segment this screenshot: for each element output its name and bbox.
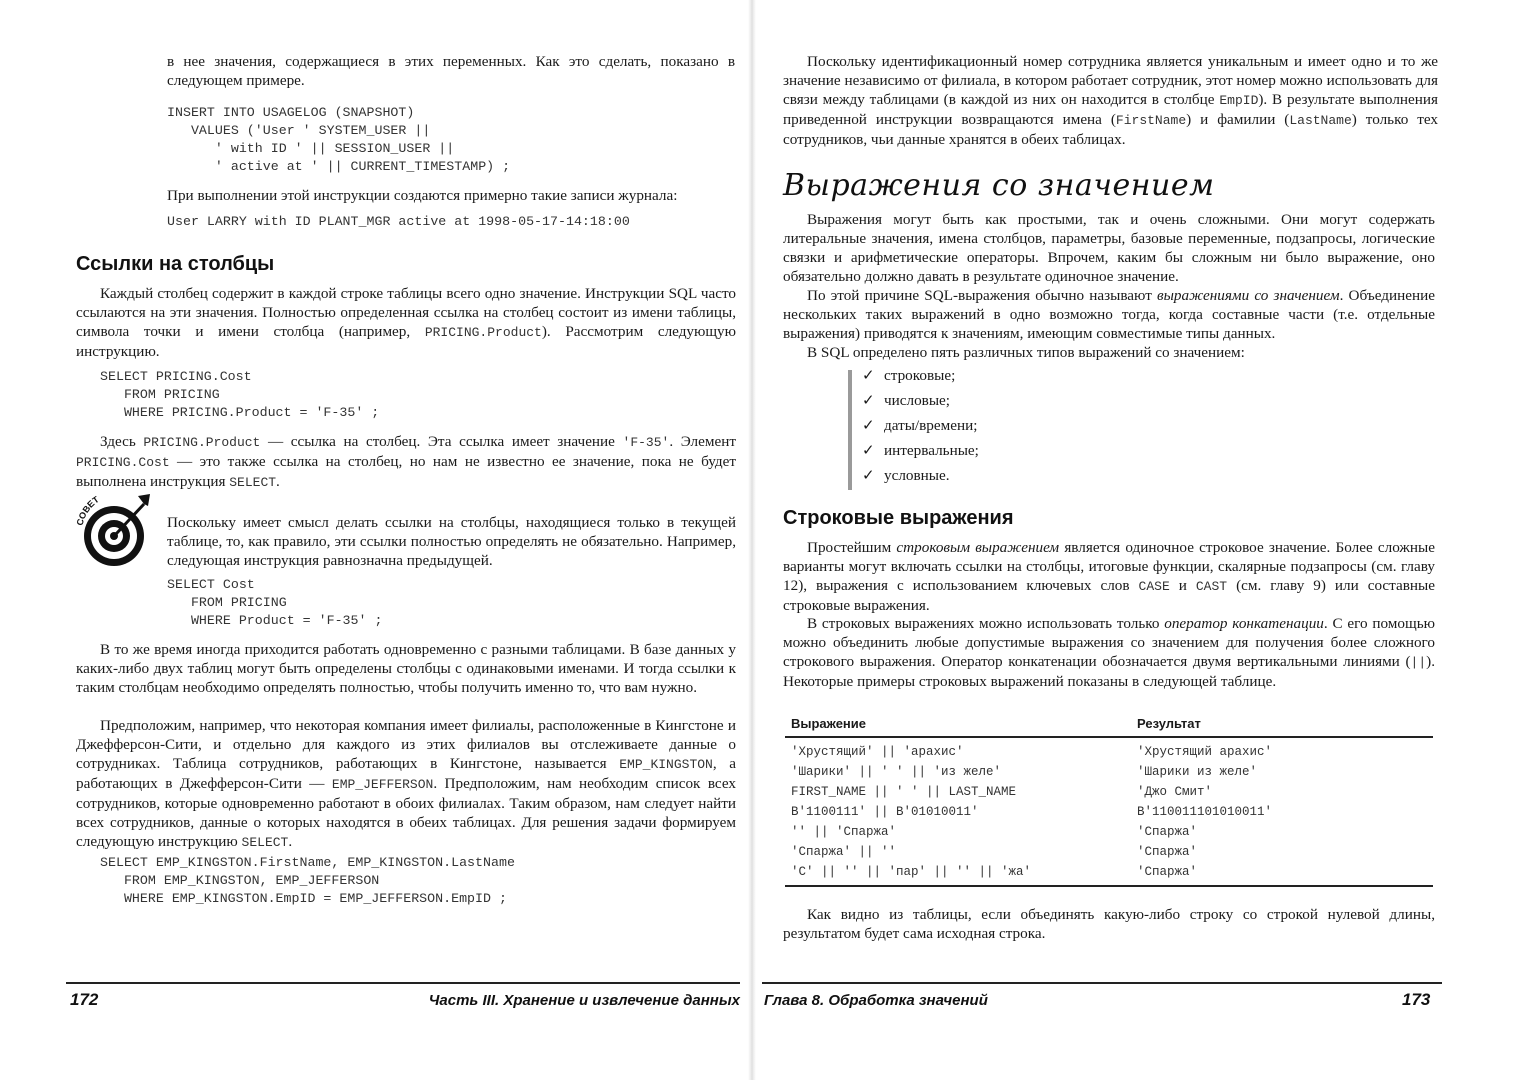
- right-footer-rule: [762, 982, 1442, 984]
- list-item: ✓ даты/времени;: [862, 416, 978, 434]
- target-tip-icon: [72, 486, 162, 576]
- value-expr-paragraph-1: Выражения могут быть как простыми, так и очень сложными. Они могут содержать литеральные значения, имена столбцов, параметры, базовые переменные, подзапросы, логические связки и арифметические операторы. Впрочем, каким бы сложным ни было выражение, оно обязательно должно давать в результате одиночное значение.: [783, 211, 1435, 285]
- table-cell: 'Джо Смит': [1137, 785, 1213, 799]
- log-paragraph: При выполнении этой инструкции создаются примерно такие записи журнала:: [167, 187, 678, 204]
- table-row: [785, 842, 1433, 862]
- tip-label: СОВЕТ: [74, 494, 101, 527]
- checkmark-icon: ✓: [862, 441, 875, 459]
- table-cell: B'110011101010011': [1137, 805, 1273, 819]
- table-row: [785, 822, 1433, 842]
- columns-paragraph-1: Каждый столбец содержит в каждой строке таблицы всего одно значение. Инструкции SQL часто ссылаются на эти значения. Полностью определенная ссылка на столбец состоит из имени таблицы, символа точки и имени столбца (например, PRICING.Product). Рассмотрим следующую инструкцию.: [76, 285, 736, 360]
- select-code-block-3: SELECT EMP_KINGSTON.FirstName, EMP_KINGSTON.LastName FROM EMP_KINGSTON, EMP_JEFFERSON WHERE EMP_KINGSTON.EmpID = EMP_JEFFERSON.EmpID ;: [100, 855, 515, 906]
- checkmark-icon: ✓: [862, 416, 875, 434]
- string-expr-paragraph-2: В строковых выражениях можно использовать только оператор конкатенации. С его помощью можно объединить любые допустимые выражения со значением для получения более сложного строкового выражения. Оператор конкатенации обозначается двумя вертикальными линиями (||). Некоторые примеры строковых выражений показаны в следующей таблице.: [783, 615, 1435, 690]
- checkmark-icon: ✓: [862, 466, 875, 484]
- table-cell: 'Хрустящий' || 'арахис': [791, 745, 964, 759]
- chapter-section-title: Выражения со значением: [783, 168, 1215, 203]
- list-item: ✓ интервальные;: [862, 441, 979, 459]
- value-expr-paragraph-3: В SQL определено пять различных типов выражений со значением:: [807, 344, 1245, 361]
- table-cell: B'1100111' || B'01010011': [791, 805, 979, 819]
- checkmark-icon: ✓: [862, 391, 875, 409]
- table-row: [785, 737, 1433, 762]
- checkmark-icon: ✓: [862, 366, 875, 384]
- intro-paragraph: в нее значения, содержащиеся в этих переменных. Как это сделать, показано в следующем примере.: [167, 53, 735, 89]
- table-row: [785, 802, 1433, 822]
- table-cell: 'Шарики' || ' ' || 'из желе': [791, 765, 1002, 779]
- table-cell: 'Спаржа': [1131, 862, 1433, 886]
- table-cell: '' || 'Спаржа': [791, 825, 897, 839]
- table-header-result: Результат: [1131, 710, 1433, 737]
- select-code-block-1: SELECT PRICING.Cost FROM PRICING WHERE PRICING.Product = 'F-35' ;: [100, 369, 380, 420]
- left-page: [0, 0, 752, 1080]
- string-expr-paragraph-1: Простейшим строковым выражением является одиночное строковое значение. Более сложные варианты могут включать ссылки на столбцы, итоговые функции, скалярные подзапросы (см. главу 12), выражения с использованием ключевых слов CASE и CAST (см. главу 9) или составные строковые выражения.: [783, 539, 1435, 614]
- list-item: ✓ числовые;: [862, 391, 951, 409]
- table-row: [785, 782, 1433, 802]
- table-cell: 'С' || '' || 'пар' || '' || 'жа': [785, 862, 1131, 886]
- select-code-block-2: SELECT Cost FROM PRICING WHERE Product = 'F-35' ;: [167, 577, 383, 628]
- list-side-bar: [848, 370, 852, 490]
- table-cell: 'Хрустящий арахис': [1137, 745, 1273, 759]
- conclusion-paragraph: Как видно из таблицы, если объединять какую-либо строку со строкой нулевой длины, результатом будет сама исходная строка.: [783, 906, 1435, 942]
- table-cell: FIRST_NAME || ' ' || LAST_NAME: [791, 785, 1017, 799]
- left-footer-rule: [66, 982, 740, 984]
- section-heading-columns: Ссылки на столбцы: [76, 253, 275, 275]
- table-cell: 'Спаржа': [1137, 825, 1198, 839]
- table-cell: 'Спаржа': [1137, 845, 1198, 859]
- page-number-right: 173: [1402, 990, 1431, 1009]
- insert-code-block: INSERT INTO USAGELOG (SNAPSHOT) VALUES ('User ' SYSTEM_USER || ' with ID ' || SESSION_USER || ' active at ' || CURRENT_TIMESTAMP) ;: [167, 105, 511, 174]
- example-paragraph: Предположим, например, что некоторая компания имеет филиалы, расположенные в Кингстоне и Джефферсон-Сити, и отдельно для каждого из этих филиалов вы отслеживаете данные о сотрудниках. Таблица сотрудников, работающих в Кингстоне, называется EMP_KINGSTON, а работающих в Джефферсон-Сити — EMP_JEFFERSON. Предположим, нам необходим список всех сотрудников, которые одновременно работают в обоих филиалах. Таким образом, нам следует найти всех сотрудников, данные о которых находятся в обеих таблицах. Для решения задачи формируем следующую инструкцию SELECT.: [76, 717, 736, 850]
- multi-table-paragraph: В то же время иногда приходится работать одновременно с разными таблицами. В базе данных у каких-либо двух таблиц могут быть определены столбцы с одинаковыми именами. И тогда ссылки к таким столбцам необходимо определять полностью, чтобы получить именно то, что вам нужно.: [76, 641, 736, 696]
- value-expr-paragraph-2: По этой причине SQL-выражения обычно называют выражениями со значением. Объединение нескольких таких выражений в одно возможно тогда, когда составные части (т.е. отдельные выражения) приводятся к значениям, имеющим совместимые типы данных.: [783, 287, 1435, 342]
- table-header-expression: Выражение: [785, 710, 1131, 737]
- list-item: ✓ строковые;: [862, 366, 956, 384]
- tip-paragraph: Поскольку имеет смысл делать ссылки на столбцы, находящиеся только в текущей таблице, то, как правило, эти ссылки полностью определять не обязательно. Например, следующая инструкция равнозначна предыдущей.: [167, 514, 736, 569]
- empid-paragraph: Поскольку идентификационный номер сотрудника является уникальным и имеет одно и то же значение независимо от филиала, в котором работает сотрудник, этот номер можно использовать для связи между таблицами (в каждой из них он находится в столбце EmpID). В результате выполнения приведенной инструкции возвращаются имена (FirstName) и фамилии (LastName) только тех сотрудников, чьи данные хранятся в обеих таблицах.: [783, 53, 1439, 148]
- columns-paragraph-2: Здесь PRICING.Product — ссылка на столбец. Эта ссылка имеет значение 'F-35'. Элемент PRICING.Cost — это также ссылка на столбец, но нам не известно ее значение, пока не будет выполнена инструкция SELECT.: [76, 433, 736, 490]
- table-row: [785, 762, 1433, 782]
- page-number-left: 172: [70, 990, 99, 1009]
- running-head-right: Глава 8. Обработка значений: [764, 992, 988, 1009]
- log-code-block: User LARRY with ID PLANT_MGR active at 1998-05-17-14:18:00: [167, 214, 630, 229]
- running-head-left: Часть III. Хранение и извлечение данных: [428, 992, 740, 1009]
- list-item: ✓ условные.: [862, 466, 950, 484]
- table-cell: 'Шарики из желе': [1137, 765, 1258, 779]
- section-heading-string-expr: Строковые выражения: [783, 507, 1014, 529]
- string-examples-table: [785, 710, 1433, 887]
- table-row: [785, 862, 1433, 886]
- table-cell: 'Спаржа' || '': [791, 845, 897, 859]
- table-header-row: [785, 710, 1433, 737]
